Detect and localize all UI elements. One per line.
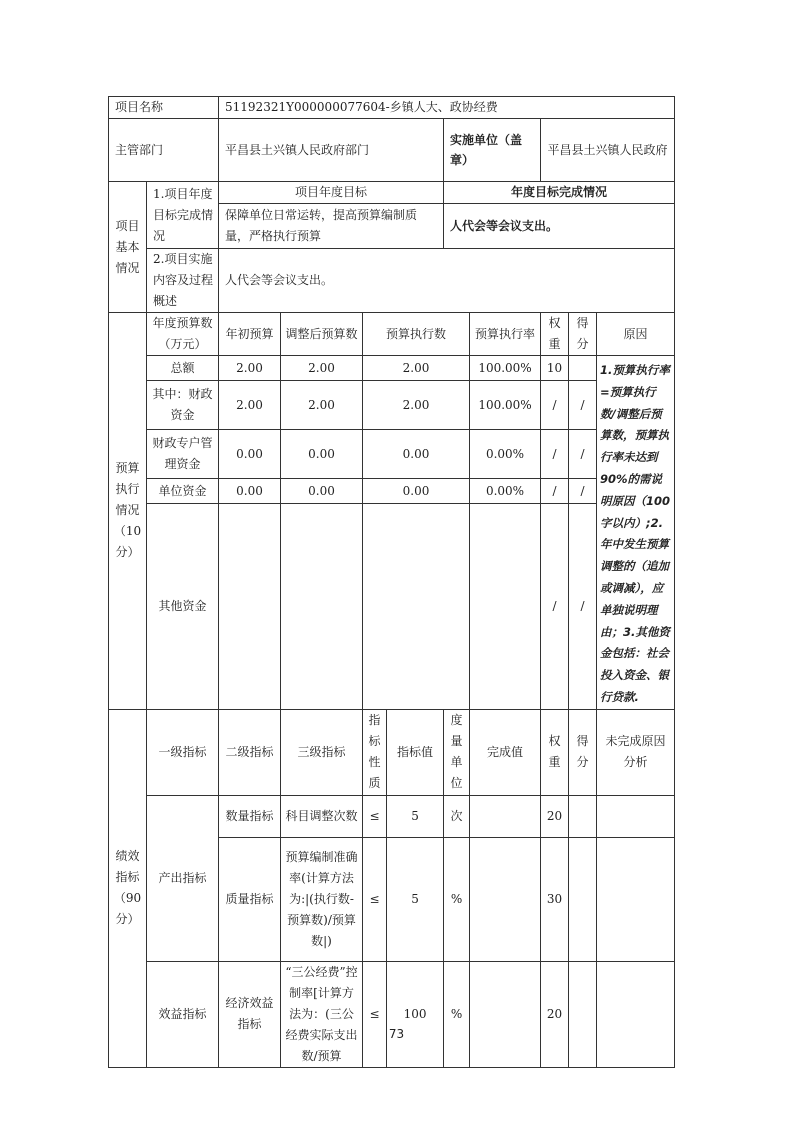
budget-header: 得分 xyxy=(569,313,597,356)
budget-initial: 0.00 xyxy=(219,430,281,479)
perf-weight: 30 xyxy=(541,837,569,961)
budget-row-name: 财政专户管理资金 xyxy=(147,430,219,479)
perf-score xyxy=(569,961,597,1067)
budget-rate xyxy=(470,504,541,709)
budget-executed xyxy=(363,504,470,709)
budget-initial: 2.00 xyxy=(219,356,281,381)
perf-nature: ≤ xyxy=(363,961,387,1067)
dept-label: 主管部门 xyxy=(109,119,219,182)
budget-row-name: 总额 xyxy=(147,356,219,381)
perf-header: 指标值 xyxy=(387,709,444,795)
budget-header: 原因 xyxy=(597,313,675,356)
impl-value: 平昌县土兴镇人民政府 xyxy=(541,119,675,182)
perf-unit: 次 xyxy=(444,795,470,837)
budget-initial xyxy=(219,504,281,709)
project-name-label: 项目名称 xyxy=(109,97,219,119)
perf-nature: ≤ xyxy=(363,837,387,961)
perf-l2: 质量指标 xyxy=(219,837,281,961)
budget-rate: 0.00% xyxy=(470,479,541,504)
perf-header: 一级指标 xyxy=(147,709,219,795)
perf-value: 5 xyxy=(387,795,444,837)
output-indicator-label: 产出指标 xyxy=(147,795,219,961)
content-text: 人代会等会议支出。 xyxy=(219,249,675,313)
perf-done xyxy=(470,961,541,1067)
budget-reason-note: 1.预算执行率=预算执行数/调整后预算数，预算执行率未达到90%的需说明原因（100字以内）;2.年中发生预算调整的（追加或调减），应单独说明理由；3.其他资金包括：社会投入资金、银行贷款. xyxy=(597,356,675,710)
budget-row-name: 单位资金 xyxy=(147,479,219,504)
perf-section-label: 绩效指标（90分） xyxy=(109,709,147,1067)
perf-unit: % xyxy=(444,961,470,1067)
budget-executed: 2.00 xyxy=(363,381,470,430)
budget-header: 年初预算 xyxy=(219,313,281,356)
benefit-indicator-label: 效益指标 xyxy=(147,961,219,1067)
perf-header: 权重 xyxy=(541,709,569,795)
goal-text: 保障单位日常运转，提高预算编制质量，严格执行预算 xyxy=(219,204,444,249)
perf-reason xyxy=(597,837,675,961)
budget-score xyxy=(569,356,597,381)
page-number: 73 xyxy=(388,1027,405,1041)
budget-row-name: 其中：财政资金 xyxy=(147,381,219,430)
perf-done xyxy=(470,837,541,961)
perf-l2: 数量指标 xyxy=(219,795,281,837)
perf-score xyxy=(569,795,597,837)
budget-header: 年度预算数（万元） xyxy=(147,313,219,356)
complete-header: 年度目标完成情况 xyxy=(444,182,675,204)
budget-header: 权重 xyxy=(541,313,569,356)
budget-header: 预算执行数 xyxy=(363,313,470,356)
complete-text: 人代会等会议支出。 xyxy=(444,204,675,249)
perf-header: 度量单位 xyxy=(444,709,470,795)
budget-adjusted: 0.00 xyxy=(281,479,363,504)
perf-l3: 预算编制准确率(计算方法为:|(执行数-预算数)/预算数|) xyxy=(281,837,363,961)
budget-weight: / xyxy=(541,504,569,709)
perf-l2: 经济效益指标 xyxy=(219,961,281,1067)
goal-label: 1.项目年度目标完成情况 xyxy=(147,182,219,249)
perf-reason xyxy=(597,961,675,1067)
budget-adjusted: 2.00 xyxy=(281,381,363,430)
goal-header: 项目年度目标 xyxy=(219,182,444,204)
perf-l3: 科目调整次数 xyxy=(281,795,363,837)
perf-score xyxy=(569,837,597,961)
perf-header: 完成值 xyxy=(470,709,541,795)
budget-adjusted xyxy=(281,504,363,709)
content-label: 2.项目实施内容及过程概述 xyxy=(147,249,219,313)
performance-table xyxy=(108,96,675,1068)
budget-executed: 0.00 xyxy=(363,479,470,504)
budget-score: / xyxy=(569,381,597,430)
budget-executed: 2.00 xyxy=(363,356,470,381)
budget-rate: 100.00% xyxy=(470,381,541,430)
perf-weight: 20 xyxy=(541,795,569,837)
budget-weight: / xyxy=(541,381,569,430)
budget-section-label: 预算执行情况（10分） xyxy=(109,313,147,710)
perf-unit: % xyxy=(444,837,470,961)
budget-weight: / xyxy=(541,430,569,479)
perf-header: 未完成原因分析 xyxy=(597,709,675,795)
perf-weight: 20 xyxy=(541,961,569,1067)
budget-initial: 0.00 xyxy=(219,479,281,504)
perf-value: 100 xyxy=(387,961,444,1067)
perf-nature: ≤ xyxy=(363,795,387,837)
perf-l3: “三公经费”控制率[计算方法为：(三公经费实际支出数/预算 xyxy=(281,961,363,1067)
budget-weight: / xyxy=(541,479,569,504)
perf-reason xyxy=(597,795,675,837)
budget-weight: 10 xyxy=(541,356,569,381)
budget-score: / xyxy=(569,504,597,709)
budget-rate: 0.00% xyxy=(470,430,541,479)
budget-adjusted: 0.00 xyxy=(281,430,363,479)
budget-row-name: 其他资金 xyxy=(147,504,219,709)
perf-header: 得分 xyxy=(569,709,597,795)
budget-adjusted: 2.00 xyxy=(281,356,363,381)
perf-header: 二级指标 xyxy=(219,709,281,795)
perf-done xyxy=(470,795,541,837)
budget-executed: 0.00 xyxy=(363,430,470,479)
impl-label: 实施单位（盖章） xyxy=(444,119,541,182)
perf-header: 指标性质 xyxy=(363,709,387,795)
budget-score: / xyxy=(569,479,597,504)
dept-value: 平昌县土兴镇人民政府部门 xyxy=(219,119,444,182)
budget-rate: 100.00% xyxy=(470,356,541,381)
budget-initial: 2.00 xyxy=(219,381,281,430)
budget-score: / xyxy=(569,430,597,479)
perf-value: 5 xyxy=(387,837,444,961)
basic-section-label: 项目基本情况 xyxy=(109,182,147,313)
budget-header: 调整后预算数 xyxy=(281,313,363,356)
perf-header: 三级指标 xyxy=(281,709,363,795)
project-name: 51192321Y000000077604-乡镇人大、政协经费 xyxy=(219,97,675,119)
budget-header: 预算执行率 xyxy=(470,313,541,356)
